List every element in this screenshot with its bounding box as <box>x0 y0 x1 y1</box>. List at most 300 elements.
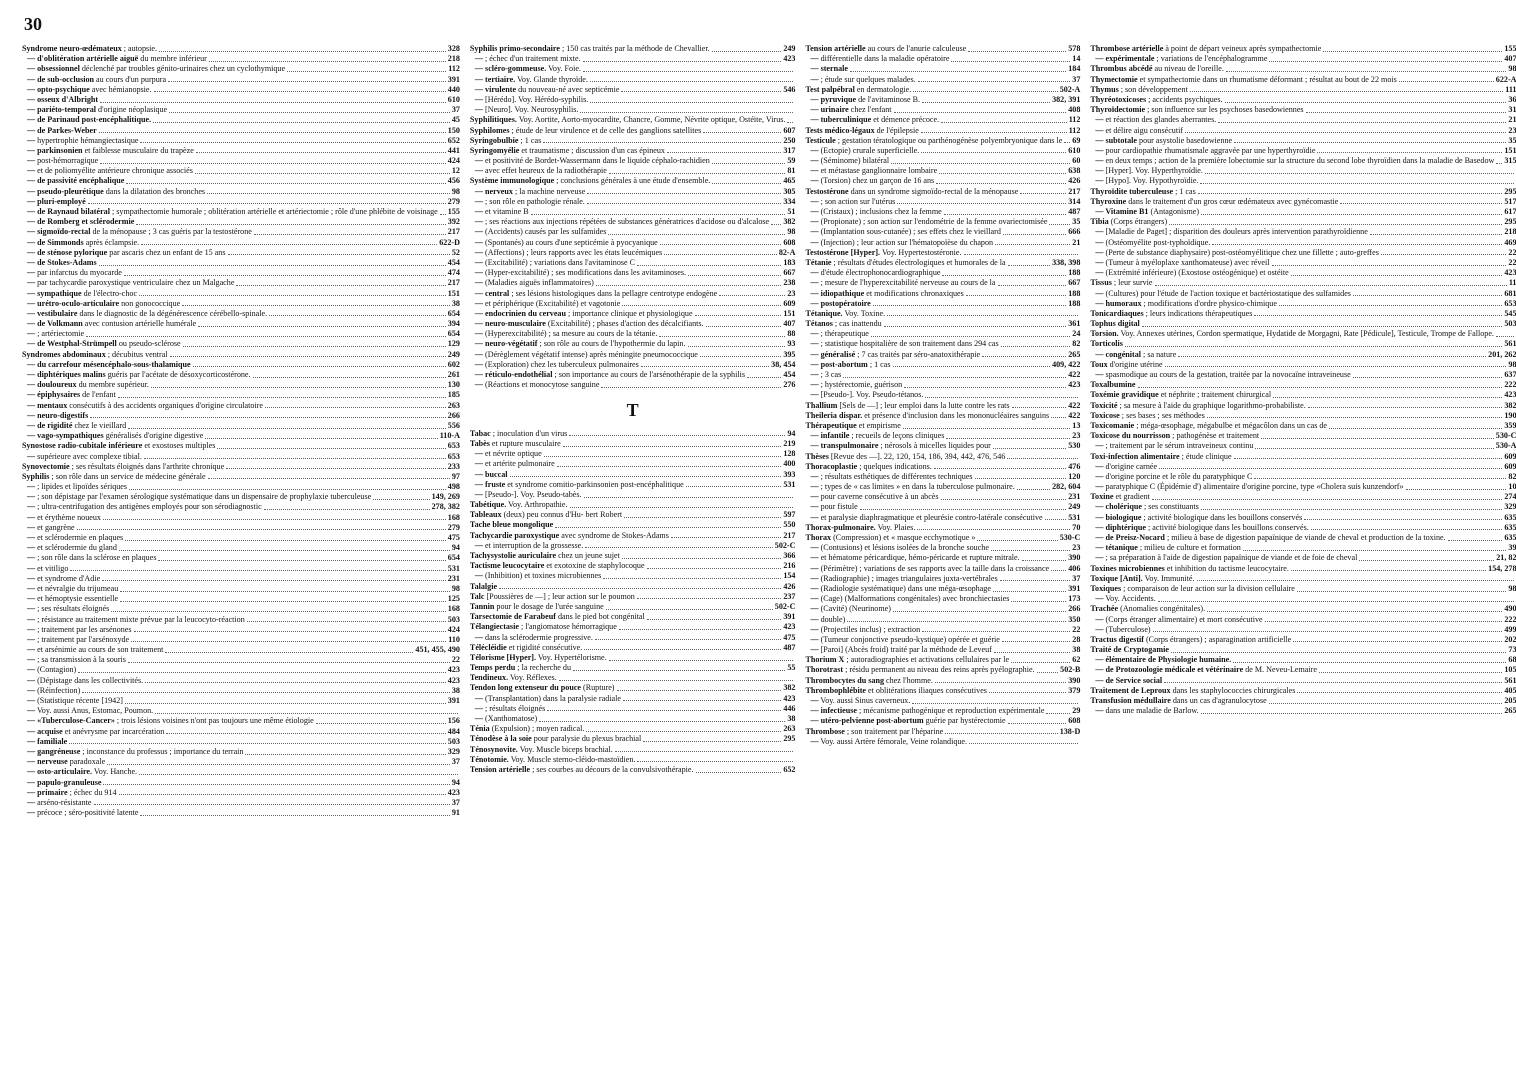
index-entry-detail: Voy. Immunité. <box>1142 573 1195 583</box>
index-entry-detail: ; lipides et lipoïdes sériques <box>35 482 128 492</box>
page-reference: 654 <box>447 553 460 563</box>
page-reference: 391 <box>447 74 460 84</box>
dot-leader <box>77 529 446 530</box>
index-entry-heading: Ténosynovite. <box>469 744 518 754</box>
index-entry <box>22 227 460 237</box>
page-reference: 424 <box>447 156 460 166</box>
index-entry <box>1090 289 1516 299</box>
page-reference: 487 <box>783 642 796 652</box>
index-entry <box>22 115 460 125</box>
index-entry-text <box>805 401 1009 411</box>
index-entry-text <box>1090 187 1195 197</box>
page-reference: 217 <box>783 530 796 540</box>
index-entry-heading: — <box>1095 247 1104 257</box>
index-entry-detail: (Dérèglement végétatif intense) après méningite pneumococcique <box>483 349 698 359</box>
index-entry-text <box>1095 176 1198 186</box>
dot-leader <box>917 529 1070 530</box>
page-reference: 151 <box>783 308 796 318</box>
index-entry <box>22 645 460 655</box>
index-entry <box>805 594 1080 604</box>
index-entry-text <box>810 645 991 655</box>
index-entry-detail: et de poliomyélite antérieure chronique associés <box>35 166 193 176</box>
index-entry-detail: de la ménopause ; 3 cas guéris par la testostérone <box>90 227 252 237</box>
index-entry-detail: (Antagonisme) <box>1148 207 1200 216</box>
index-entry <box>805 370 1080 380</box>
index-entry <box>22 44 460 54</box>
index-entry <box>22 380 460 390</box>
dot-leader <box>1496 163 1502 164</box>
index-entry <box>1090 625 1516 635</box>
dot-leader <box>1448 540 1503 541</box>
index-entry <box>805 523 1080 533</box>
index-entry-heading: — <box>27 492 36 502</box>
index-entry-detail: et néphrite ; traitement chirurgical <box>1158 390 1272 400</box>
index-entry <box>470 602 796 612</box>
index-entry <box>805 339 1080 349</box>
page-reference: 391 <box>1068 583 1081 593</box>
index-entry-detail: ; son importance au cours de l'arsénothérapie de la syphilis <box>552 370 745 379</box>
dot-leader <box>107 764 450 765</box>
index-entry <box>1090 258 1516 268</box>
index-entry-heading: — nerveux <box>474 186 513 196</box>
index-entry-heading: — de Westphal-Strümpell <box>27 339 117 349</box>
dot-leader <box>942 275 1066 276</box>
index-entry-heading: — <box>1095 166 1104 176</box>
index-entry-heading: — <box>810 268 819 278</box>
index-entry <box>22 594 460 604</box>
page-reference: 469 <box>1504 237 1516 247</box>
page-reference: 173 <box>1068 594 1081 604</box>
index-entry <box>1090 268 1516 278</box>
index-entry-text <box>27 584 118 594</box>
index-entry-detail: (Compression) et « masque ecchymotique » <box>831 533 976 542</box>
index-entry-text <box>805 85 911 95</box>
index-entry <box>22 513 460 523</box>
index-entry <box>22 564 460 574</box>
dot-leader <box>126 183 445 184</box>
dot-leader <box>269 315 446 316</box>
index-entry-text <box>475 278 594 288</box>
index-entry-heading: — <box>810 512 819 522</box>
index-entry-heading: — <box>474 298 484 308</box>
index-entry-heading: — <box>474 237 484 247</box>
index-entry-heading: — <box>27 533 36 542</box>
dot-leader <box>975 478 1067 479</box>
index-entry-detail: et réaction des glandes aberrantes. <box>1103 115 1217 125</box>
page-reference: 38 <box>451 685 460 695</box>
page-reference: 382 <box>783 217 796 227</box>
index-entry <box>1090 513 1516 523</box>
index-entry-detail: [Maladie de Paget] ; disparition des douleurs après intervention parathyroïdienne <box>1103 227 1368 237</box>
dot-leader <box>1051 417 1066 418</box>
page-reference: 667 <box>783 268 796 278</box>
dot-leader <box>1037 672 1059 673</box>
page-reference: 98 <box>1508 64 1516 74</box>
index-entry-text <box>810 95 920 105</box>
index-entry-detail: précoce ; séro-positivité latente <box>35 808 139 818</box>
page-reference: 184 <box>1068 64 1081 74</box>
index-entry <box>1090 472 1516 482</box>
dot-leader <box>609 173 785 174</box>
index-entry <box>470 258 796 268</box>
index-entry-detail: et gradient <box>1113 492 1150 502</box>
index-entry-detail: ; milieu de culture et formation <box>1137 543 1241 553</box>
index-entry <box>22 64 460 74</box>
index-entry-text <box>27 543 117 553</box>
index-entry-heading: Télorisme [Hyper]. <box>469 652 536 662</box>
page-reference: 334 <box>783 196 796 206</box>
index-entry-heading: Tachycardie paroxystique <box>469 530 560 540</box>
index-entry-heading: — généralisé <box>810 349 856 359</box>
index-entry-text <box>470 643 582 653</box>
index-entry <box>22 747 460 757</box>
page-reference: 517 <box>1504 196 1516 206</box>
page-reference: 202 <box>1504 634 1516 644</box>
page-reference: 550 <box>783 520 796 530</box>
page-reference: 13 <box>1072 420 1081 430</box>
index-entry-heading: Toxicose du nourrisson <box>1090 431 1171 441</box>
dot-leader <box>1207 417 1503 418</box>
index-columns <box>22 44 1516 1072</box>
index-entry <box>1090 146 1516 156</box>
dot-leader <box>712 51 782 52</box>
index-entry-text <box>27 716 314 726</box>
dot-leader <box>1159 468 1502 469</box>
index-entry-heading: — <box>810 573 819 583</box>
index-entry-text <box>475 380 600 390</box>
index-entry-text <box>27 411 88 421</box>
page-reference: 98 <box>787 227 796 237</box>
index-entry-text <box>27 492 371 502</box>
page-reference: 263 <box>447 400 460 410</box>
dot-leader <box>1003 234 1066 235</box>
dot-leader <box>941 499 1067 500</box>
dot-leader <box>887 315 1078 316</box>
dot-leader <box>228 254 450 255</box>
index-entry-text <box>470 136 541 146</box>
index-entry <box>22 156 460 166</box>
index-entry-heading: — <box>810 563 819 573</box>
dot-leader <box>1051 570 1066 571</box>
index-entry-detail: (Contusions) et lésions isolées de la bronche souche <box>818 543 989 553</box>
index-entry-text <box>1090 584 1295 594</box>
index-entry-text <box>1090 360 1162 370</box>
index-entry-detail: post-hémorragique <box>35 156 99 166</box>
index-entry <box>22 716 460 726</box>
index-entry-detail: et névrite optique <box>483 449 542 459</box>
index-entry-heading: — <box>474 489 484 499</box>
index-entry-text <box>1095 54 1267 64</box>
page-reference: 222 <box>1504 380 1516 390</box>
index-entry <box>470 500 796 510</box>
page-reference: 168 <box>447 512 460 522</box>
index-entry-heading: — <box>474 540 484 550</box>
index-entry-detail: supérieure avec complexe tibial. <box>35 451 142 461</box>
page-reference: 266 <box>1068 604 1081 614</box>
index-entry-detail: chez l'homme. <box>884 675 933 685</box>
index-entry <box>805 676 1080 686</box>
index-entry-heading: — vago-sympathiques <box>27 431 104 441</box>
index-entry-text <box>810 54 949 64</box>
index-entry <box>805 625 1080 635</box>
dot-leader <box>609 660 794 661</box>
index-entry-heading: — de Stokes-Adams <box>27 257 97 267</box>
page-reference: 545 <box>1504 308 1516 318</box>
index-entry <box>805 289 1080 299</box>
index-entry <box>805 441 1080 451</box>
index-entry <box>470 319 796 329</box>
index-entry <box>22 757 460 767</box>
index-entry-text <box>810 594 1009 604</box>
index-entry-detail: différentielle dans la maladie opératoire <box>818 54 950 64</box>
page-reference: 37 <box>451 757 460 767</box>
index-entry-heading: Tibia <box>1090 217 1109 227</box>
page-reference: 556 <box>447 420 460 430</box>
index-entry <box>805 278 1080 288</box>
dot-leader <box>583 61 782 62</box>
dot-leader <box>659 336 785 337</box>
index-entry-text <box>810 360 890 370</box>
index-entry-heading: Testicule <box>805 135 836 145</box>
page-reference: 503 <box>1504 319 1516 329</box>
index-entry-detail: ; méga-œsophage, mégabulbe et mégacôlon dans un cas de <box>1134 420 1328 430</box>
index-entry <box>22 370 460 380</box>
index-entry-heading: — <box>27 268 36 278</box>
index-entry <box>22 289 460 299</box>
index-entry <box>22 278 460 288</box>
index-entry-detail: ; sa mesure à l'aide du graphique logarithmo-probabiliste. <box>1117 400 1306 410</box>
index-entry-detail: ; traitement par le sérum intraveineux continu <box>1103 441 1254 451</box>
index-entry <box>22 462 460 472</box>
page-reference: 338, 398 <box>1052 257 1081 267</box>
index-entry <box>22 187 460 197</box>
index-entry <box>805 64 1080 74</box>
index-entry-text <box>475 258 635 268</box>
index-entry-heading: Test palpébral <box>805 84 855 94</box>
index-entry-text <box>810 553 1019 563</box>
dot-leader <box>912 703 1078 704</box>
page-reference: 29 <box>1072 706 1081 716</box>
index-entry-text <box>475 571 601 581</box>
index-entry-heading: — <box>1095 624 1104 634</box>
index-entry-detail: dans le diagnostic de la dégénérescence cérébello-spinale. <box>77 308 268 318</box>
dot-leader <box>944 214 1067 215</box>
index-entry-detail: ; statistique hospitalière de son traitement dans 294 cas <box>818 339 999 349</box>
dot-leader <box>1273 397 1502 398</box>
index-entry <box>805 350 1080 360</box>
index-entry <box>805 268 1080 278</box>
index-entry-heading: Toxines microbiennes <box>1090 563 1165 573</box>
index-entry-text <box>810 472 972 482</box>
index-entry-text <box>475 248 662 258</box>
index-entry <box>1090 217 1516 227</box>
index-entry-detail: et syndrome comitio-parkinsonien post-encéphalitique <box>505 479 684 489</box>
index-entry <box>1090 431 1516 441</box>
index-entry-detail: (deux) peu connus d'Hu- bert Robert <box>501 510 623 520</box>
dot-leader <box>584 497 794 498</box>
index-entry-detail: (Statistique récente [1942] <box>35 696 123 705</box>
index-entry <box>470 95 796 105</box>
index-entry-detail: (Accidents) causés par les sulfamides <box>483 227 607 237</box>
index-entry <box>470 470 796 480</box>
index-entry-heading: — <box>474 257 484 267</box>
index-entry <box>470 54 796 64</box>
index-entry-text <box>1095 472 1252 482</box>
index-entry-text <box>27 187 205 197</box>
index-entry-detail: ; conclusions générales à une étude d'ensemble. <box>554 176 711 186</box>
dot-leader <box>1155 285 1507 286</box>
index-entry-detail: pour paralysie du plexus brachial <box>531 734 642 744</box>
index-entry <box>22 268 460 278</box>
index-entry-detail: ; sa transmission à la souris <box>35 655 126 665</box>
index-entry-text <box>475 633 593 643</box>
index-entry <box>1090 339 1516 349</box>
index-entry-detail: consécutifs à des accidents organiques d'origine circulatoire <box>67 400 263 410</box>
index-entry-text <box>27 421 126 431</box>
index-entry-detail: Voy. Plaies. <box>875 522 916 532</box>
index-entry-text <box>1090 401 1305 411</box>
index-entry-heading: — acquise <box>27 726 63 736</box>
dot-leader <box>103 519 446 520</box>
index-entry-heading: — <box>1095 706 1104 716</box>
index-entry-heading: — congénital <box>1095 349 1142 359</box>
dot-leader <box>991 550 1070 551</box>
index-entry-detail: ; inoculation d'un virus <box>490 428 568 438</box>
dot-leader <box>145 682 446 683</box>
dot-leader <box>922 102 1050 103</box>
dot-leader <box>719 295 785 296</box>
dot-leader <box>712 183 781 184</box>
page-reference: 597 <box>783 510 796 520</box>
index-entry <box>805 665 1080 675</box>
index-entry-heading: Ténodèse à la soie <box>469 734 532 744</box>
index-entry-heading: — <box>474 329 484 339</box>
page-reference: 151 <box>1504 145 1516 155</box>
index-entry-heading: Syndromes abdominaux <box>22 349 106 359</box>
index-entry <box>470 510 796 520</box>
index-entry <box>805 727 1080 737</box>
index-entry-text <box>810 696 910 706</box>
page-reference: 382, 391 <box>1052 94 1081 104</box>
index-entry-detail: (Cultures) pour l'étude de l'action toxique et bactériostatique des sulfamides <box>1103 288 1351 298</box>
index-entry-text <box>27 696 123 706</box>
index-entry-heading: — sternale <box>810 64 848 74</box>
page-reference: 88 <box>787 329 796 339</box>
dot-leader <box>1353 295 1502 296</box>
dot-leader <box>209 61 446 62</box>
index-entry <box>470 724 796 734</box>
index-entry-detail: guérie par hystérectomie <box>923 716 1006 726</box>
page-reference: 608 <box>1068 716 1081 726</box>
index-entry <box>805 207 1080 217</box>
dot-leader <box>183 346 446 347</box>
index-entry <box>470 380 796 390</box>
index-entry-text <box>22 441 215 451</box>
dot-leader <box>871 336 1070 337</box>
page-reference: 408 <box>1068 105 1081 115</box>
index-entry <box>22 533 460 543</box>
dot-leader <box>637 761 793 762</box>
index-entry-detail: généralisés d'origine digestive <box>103 431 204 441</box>
index-entry-detail: ; traitement par les arsénones <box>35 624 132 634</box>
index-entry <box>22 767 460 777</box>
index-entry-detail: ; ses courbes au décours de la convulsivothérapie. <box>530 764 694 774</box>
dot-leader <box>1317 152 1502 153</box>
index-entry-text <box>1090 319 1139 329</box>
index-entry-detail: et sclérodermie en plaques <box>35 533 124 542</box>
index-entry-text <box>805 533 975 543</box>
page-reference: 250 <box>783 135 796 145</box>
page-reference: 530-A <box>1495 441 1516 451</box>
index-entry <box>805 462 1080 472</box>
page-reference: 317 <box>783 145 796 155</box>
index-entry-detail: de l'électro-choc <box>81 288 138 298</box>
index-entry-detail: Voy. aussi Artère fémorale, Veine rolandique. <box>818 736 968 746</box>
index-entry <box>1090 329 1516 339</box>
index-entry-text <box>810 299 870 309</box>
index-entry-detail: (Expulsion) ; moyen radical. <box>489 724 585 734</box>
dot-leader <box>155 713 458 714</box>
index-entry-detail: et syndrome d'Adie <box>35 573 101 583</box>
index-entry-heading: Talalgie <box>469 581 498 591</box>
index-entry-heading: — épiphysaires <box>27 390 81 400</box>
index-entry <box>22 441 460 451</box>
index-entry-heading: Testostérone [Hyper]. <box>805 247 881 257</box>
index-entry-heading: — <box>1095 115 1104 125</box>
index-entry-heading: — <box>27 563 36 573</box>
page-reference: 185 <box>447 390 460 400</box>
index-entry <box>22 737 460 747</box>
dot-leader <box>86 336 446 337</box>
page-reference: 278, 382 <box>431 502 460 512</box>
dot-leader <box>118 397 446 398</box>
index-entry-detail: ; mesure de l'hyperexcitabilité nerveuse au cours de la <box>818 278 996 288</box>
dot-leader <box>499 588 781 589</box>
index-entry-text <box>27 380 149 390</box>
index-entry-detail: (Cage) (Malformations congénitales) avec bronchiectasies <box>818 594 1010 604</box>
page-reference: 423 <box>783 693 796 703</box>
dot-leader <box>129 489 446 490</box>
index-entry-heading: — <box>27 655 36 665</box>
index-entry-text <box>27 655 126 665</box>
page-reference: 635 <box>1504 533 1516 542</box>
index-entry-heading: — <box>474 207 484 216</box>
index-entry-heading: Testostérone <box>805 186 849 196</box>
index-entry-detail: pour caverne consécutive à un abcès <box>818 492 939 502</box>
index-entry-heading: — <box>1095 370 1104 379</box>
index-entry-heading: — <box>474 156 484 166</box>
dot-leader <box>695 315 782 316</box>
index-entry-heading: — <box>1095 614 1104 624</box>
index-entry-text <box>475 480 684 490</box>
index-entry-text <box>27 645 163 655</box>
index-entry-heading: Tractus digestif <box>1090 634 1144 644</box>
index-entry <box>22 655 460 665</box>
index-entry-detail: (Inhibition) et toxines microbiennes <box>483 571 602 581</box>
dot-leader <box>897 203 1066 204</box>
page-reference: 38 <box>451 298 460 308</box>
index-entry-text <box>1090 85 1187 95</box>
index-entry <box>470 85 796 95</box>
index-entry-detail: ; sympathectomie humorale ; oblitération artérielle et artériectomie ; rôle d'une phlébite de voisinage <box>109 207 438 216</box>
index-entry-heading: — <box>810 492 819 502</box>
index-entry-heading: Thrombose <box>805 726 845 736</box>
index-entry <box>470 439 796 449</box>
index-entry-text <box>1095 665 1317 675</box>
index-entry-detail: d'étude électrophonocardiographique <box>818 268 941 278</box>
page-reference: 55 <box>787 663 796 673</box>
dot-leader <box>1255 448 1493 449</box>
